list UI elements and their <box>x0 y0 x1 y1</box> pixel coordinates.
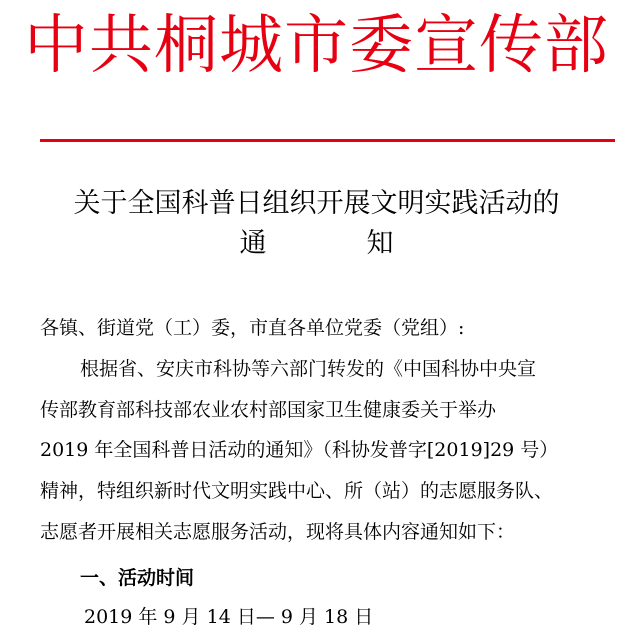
section-heading-activity-time: 一、活动时间 <box>80 567 195 589</box>
notice-title-char-tong: 通 <box>239 228 267 259</box>
notice-title-line1: 关于全国科普日组织开展文明实践活动的 <box>73 188 560 219</box>
red-divider-line <box>40 139 615 142</box>
notice-title-line2 <box>0 226 633 262</box>
activity-date-line: 2019 年 9 月 14 日— 9 月 18 日 <box>84 606 374 628</box>
issuer-header-title: 中共桐城市委宣传部 <box>24 9 609 83</box>
body-paragraph-line: 志愿者开展相关志愿服务活动，现将具体内容通知如下： <box>40 521 516 543</box>
body-paragraph-line: 2019 年全国科普日活动的通知》（科协发普字[2019]29 号） <box>40 439 559 461</box>
body-paragraph-line: 根据省、安庆市科协等六部门转发的《中国科协中央宣 <box>80 358 537 380</box>
body-paragraph-line: 传部教育部科技部农业农村部国家卫生健康委关于举办 <box>40 399 497 421</box>
notice-title-char-zhi: 知 <box>366 228 394 259</box>
body-paragraph-line: 精神，特组织新时代文明实践中心、所（站）的志愿服务队、 <box>40 480 554 502</box>
salutation-line: 各镇、街道党（工）委，市直各单位党委（党组）: <box>40 317 465 339</box>
